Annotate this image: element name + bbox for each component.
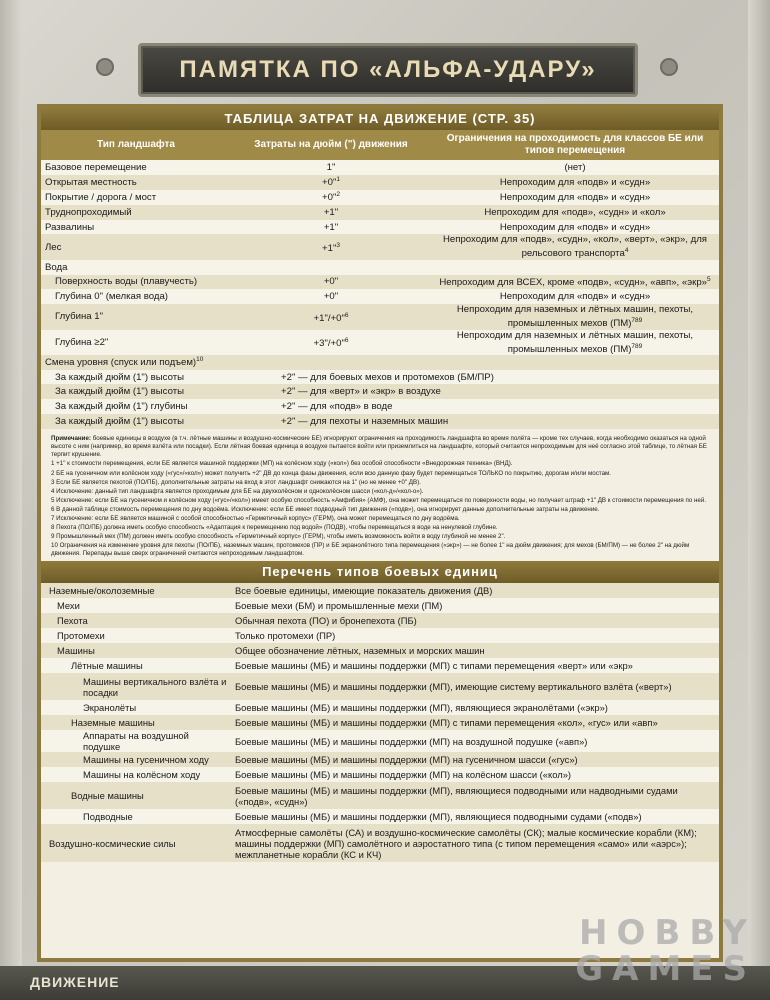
cost-cell: +2" — для пехоты и наземных машин <box>231 414 719 429</box>
table-row <box>41 384 719 399</box>
note-item: 7 Исключение: если БЕ является машиной с особой способностью «Герметичный корпус» (ГЕРМ), она может перемещаться по дну водоёма. <box>51 514 460 522</box>
terrain-cell: Открытая местность <box>41 175 231 190</box>
table-row <box>41 234 719 259</box>
cost-cell: +0" <box>231 289 431 304</box>
unit-type-cell: Экранолёты <box>41 700 231 715</box>
unit-type-cell: Пехота <box>41 613 231 628</box>
terrain-cell: Глубина ≥2" <box>41 330 231 355</box>
footnote-ref: 6 <box>344 337 349 344</box>
footer-section-label: ДВИЖЕНИЕ <box>30 974 120 990</box>
terrain-cell: За каждый дюйм (1") глубины <box>41 399 231 414</box>
unit-desc-cell: Обычная пехота (ПО) и бронепехота (ПБ) <box>231 613 719 628</box>
terrain-cell: За каждый дюйм (1") высоты <box>41 370 231 385</box>
cost-cell: +2" — для «верт» и «экр» в воздухе <box>231 384 719 399</box>
note-item: 8 Пехота (ПО/ПБ) должна иметь особую способность «Адаптация к перемещению под водой» (ПОДВ), чтобы перемещаться в воде на ненулевой глубине. <box>51 524 498 532</box>
table-row <box>41 643 719 658</box>
table-row <box>41 205 719 220</box>
unit-type-cell: Наземные/околоземные <box>41 583 231 598</box>
table-row <box>41 824 719 862</box>
cost-cell: +3"/+0"$^6$ <box>231 330 431 355</box>
hobby-games-watermark: HOBBY GAMES <box>575 913 756 989</box>
note-item: 1 +1" к стоимости перемещения, если БЕ является машиной поддержки (МП) на колёсном ходу («кол») без особой способности «Внедорожная техника» (ВНД). <box>51 460 513 468</box>
unit-desc-cell: Общее обозначение лётных, наземных и морских машин <box>231 643 719 658</box>
unit-desc-cell: Боевые машины (МБ) и машины поддержки (МП), являющиеся экранолётами («экр») <box>231 700 719 715</box>
terrain-cell: Развалины <box>41 220 231 235</box>
table-row <box>41 275 719 290</box>
restriction-cell <box>431 355 719 370</box>
note-item: 9 Промышленный мех (ПМ) должен иметь особую способность «Герметичный корпус» (ГЕРМ), чтобы иметь возможность войти в воду глубиной не менее 2". <box>51 533 506 541</box>
footnote-ref: 7 <box>631 342 636 350</box>
unit-type-cell: Машины вертикального взлёта и посадки <box>41 673 231 700</box>
frame-right <box>748 0 770 1000</box>
terrain-cell: Покрытие / дорога / мост <box>41 190 231 205</box>
units-table-title: Перечень типов боевых единиц <box>41 561 719 583</box>
cost-cell: +1"$^3$ <box>231 234 431 259</box>
note-item: 3 Если БЕ является пехотой (ПО/ПБ), дополнительные затраты на вход в этот ландшафт снижаются на 1" (но не менее +0" ДВ). <box>51 478 421 486</box>
footnote-ref: 1 <box>336 176 340 184</box>
table-row <box>41 175 719 190</box>
table-row <box>41 628 719 643</box>
footnote-ref: 4 <box>624 247 629 255</box>
unit-type-cell: Машины <box>41 643 231 658</box>
unit-type-cell: Протомехи <box>41 628 231 643</box>
cost-cell: +0"$^1$ <box>231 175 431 190</box>
unit-type-cell: Водные машины <box>41 782 231 809</box>
footnote-ref: 5 <box>707 275 711 283</box>
footnote-ref: 2 <box>336 191 340 199</box>
note-item: 2 БЕ на гусеничном или колёсном ходу («гус»/«кол») может получить +2" ДВ до конца фазы движения, если всю данную фазу будет перемещаться ТОЛЬКО по покрытию, дорогам и/или мостам. <box>51 469 611 477</box>
terrain-cell: Базовое перемещение <box>41 160 231 175</box>
footnote-ref: 8 <box>635 342 639 350</box>
note-item: 4 Исключение: данный тип ландшафта является проходимым для БЕ на двухколёсном и одноколёсном шасси («кол-д»/«кол-о»). <box>51 487 424 495</box>
table-row <box>41 809 719 824</box>
restriction-cell: Непроходим для ВСЕХ, кроме «подв», «судн», «авп», «экр»$^5$ <box>431 275 719 290</box>
table-row <box>41 160 719 175</box>
terrain-cell: Лес <box>41 234 231 259</box>
page-title: ПАМЯТКА ПО «АЛЬФА-УДАРУ» <box>179 56 597 83</box>
table-row <box>41 370 719 385</box>
unit-desc-cell: Боевые машины (МБ) и машины поддержки (МП) на колёсном шасси («кол») <box>231 767 719 782</box>
restriction-cell: Непроходим для «подв», «судн», «кол», «верт», «экр», для рельсового транспорта$^4$ <box>431 234 719 259</box>
table-row <box>41 673 719 700</box>
footnote-ref: 10 <box>196 356 204 364</box>
unit-desc-cell: Боевые машины (МБ) и машины поддержки (МП), являющиеся подводными судами («подв») <box>231 809 719 824</box>
frame-left <box>0 0 22 1000</box>
terrain-cell: Поверхность воды (плавучесть) <box>41 275 231 290</box>
table-row <box>41 260 719 275</box>
unit-type-cell: Подводные <box>41 809 231 824</box>
movement-table-title: ТАБЛИЦА ЗАТРАТ НА ДВИЖЕНИЕ (СТР. 35) <box>41 108 719 130</box>
terrain-cell: Глубина 1" <box>41 304 231 329</box>
table-row <box>41 330 719 355</box>
unit-type-cell: Воздушно-космические силы <box>41 824 231 862</box>
unit-type-cell: Наземные машины <box>41 715 231 730</box>
footnote-ref: 9 <box>638 317 643 325</box>
footnote-ref: 7 <box>631 317 636 325</box>
bolt-icon <box>96 58 114 76</box>
bolt-icon <box>660 58 678 76</box>
unit-desc-cell: Боевые машины (МБ) и машины поддержки (МП), имеющие систему вертикального взлёта («верт») <box>231 673 719 700</box>
table-row <box>41 715 719 730</box>
cost-cell: +1" <box>231 205 431 220</box>
restriction-cell: Непроходим для «подв» и «судн» <box>431 175 719 190</box>
cost-cell: +0" <box>231 275 431 290</box>
notes <box>41 429 719 561</box>
note-item: 5 Исключение: если БЕ на гусеничном и колёсном ходу («гус»/«кол») имеет особую способность «Амфибия» (АМФ), она может перемещаться по поверхности воды, но получает штраф +1" ДВ к стоимости перемещения по ней. <box>51 496 707 504</box>
unit-desc-cell: Боевые машины (МБ) и машины поддержки (МП) с типами перемещения «кол», «гус» или «авп» <box>231 715 719 730</box>
note-item: 6 В данной таблице стоимость перемещения по дну водоёма. Исключение: если БЕ имеет подводный тип движения («подв»), она игнорирует данные дополнительные затраты на движение. <box>51 505 600 513</box>
restriction-cell <box>431 260 719 275</box>
cost-cell: +1"/+0"$^6$ <box>231 304 431 329</box>
unit-desc-cell: Боевые машины (МБ) и машины поддержки (МП) на гусеничном шасси («гус») <box>231 752 719 767</box>
unit-type-cell: Мехи <box>41 598 231 613</box>
table-row <box>41 289 719 304</box>
cost-cell: +2" — для боевых мехов и протомехов (БМ/ПР) <box>231 370 719 385</box>
table-row <box>41 414 719 429</box>
restriction-cell: Непроходим для «подв» и «судн» <box>431 220 719 235</box>
terrain-cell: Труднопроходимый <box>41 205 231 220</box>
terrain-cell: Вода <box>41 260 231 275</box>
cost-cell <box>231 260 431 275</box>
unit-type-cell: Машины на колёсном ходу <box>41 767 231 782</box>
table-row <box>41 304 719 329</box>
table-row <box>41 190 719 205</box>
title-bar <box>138 43 638 97</box>
unit-type-cell: Аппараты на воздушной подушке <box>41 730 231 752</box>
unit-desc-cell: Боевые машины (МБ) и машины поддержки (МП) на воздушной подушке («авп») <box>231 730 719 752</box>
table-row <box>41 399 719 414</box>
unit-desc-cell: Атмосферные самолёты (СА) и воздушно-космические самолёты (СК); малые космические корабли (КМ); машины поддержки (МП) самолётного и аэростатного типа (с типом перемещения «само» или «аэрс»); межпланетные корабли (КС и КЧ) <box>231 824 719 862</box>
table-header-row <box>41 130 719 160</box>
restriction-cell: Непроходим для «подв» и «судн» <box>431 289 719 304</box>
content-panel <box>37 104 723 962</box>
column-header: Ограничения на проходимость для классов БЕ или типов перемещения <box>431 130 719 160</box>
restriction-cell: Непроходим для «подв» и «судн» <box>431 190 719 205</box>
unit-type-cell: Машины на гусеничном ходу <box>41 752 231 767</box>
footnote-ref: 9 <box>638 342 643 350</box>
movement-cost-table <box>41 130 719 429</box>
note-item: 10 Ограничения на изменение уровня для пехоты (ПО/ПБ), наземных машин, протомехов (ПР) и БЕ экранолётного типа перемещения («экр») — не более 1" на дюйм движения; для мехов (БМ/ПМ) — не более 2" на дюйм движения. Перепады выше сверх ограничений считаются непроходимым ландшафтом. <box>51 542 690 558</box>
footnote-ref: 6 <box>344 311 349 319</box>
footnote-ref: 3 <box>336 241 340 249</box>
cost-cell: +2" — для «подв» в воде <box>231 399 719 414</box>
unit-desc-cell: Только протомехи (ПР) <box>231 628 719 643</box>
unit-desc-cell: Боевые мехи (БМ) и промышленные мехи (ПМ) <box>231 598 719 613</box>
column-header: Тип ландшафта <box>41 130 231 160</box>
table-row <box>41 782 719 809</box>
terrain-cell: За каждый дюйм (1") высоты <box>41 414 231 429</box>
unit-type-cell: Лётные машины <box>41 658 231 673</box>
terrain-cell: Смена уровня (спуск или подъем)$^{10}$ <box>41 355 231 370</box>
table-row <box>41 220 719 235</box>
restriction-cell: (нет) <box>431 160 719 175</box>
unit-desc-cell: Боевые машины (МБ) и машины поддержки (МП) с типами перемещения «верт» или «экр» <box>231 658 719 673</box>
table-row <box>41 613 719 628</box>
table-row <box>41 658 719 673</box>
table-row <box>41 598 719 613</box>
notes-main: боевые единицы в воздухе (в т.ч. лётные машины и воздушно-космические БЕ) игнорируют ограничения на проходимость ландшафта во время полёта — кроме тех случаев, когда необходимо оказаться на одной высоте с ним (например, во время взлёта или посадки). Если лётная боевая единица в воздухе пытается войти или приземлиться на ландшафте, который считается непроходимым для неё согласно этой таблице, то лётная БЕ терпит крушение. <box>51 435 707 459</box>
terrain-cell: Глубина 0" (мелкая вода) <box>41 289 231 304</box>
cost-cell <box>231 355 431 370</box>
unit-desc-cell: Боевые машины (МБ) и машины поддержки (МП), являющиеся подводными или надводными судами («подв», «судн») <box>231 782 719 809</box>
unit-types-table <box>41 583 719 862</box>
table-row <box>41 752 719 767</box>
table-row <box>41 355 719 370</box>
table-row <box>41 767 719 782</box>
restriction-cell: Непроходим для наземных и лётных машин, пехоты, промышленных мехов (ПМ)$^{789}$ <box>431 304 719 329</box>
restriction-cell: Непроходим для «подв», «судн» и «кол» <box>431 205 719 220</box>
cost-cell: +1" <box>231 220 431 235</box>
cost-cell: +0"$^2$ <box>231 190 431 205</box>
unit-desc-cell: Все боевые единицы, имеющие показатель движения (ДВ) <box>231 583 719 598</box>
column-header: Затраты на дюйм (") движения <box>231 130 431 160</box>
table-row <box>41 730 719 752</box>
footnote-ref: 8 <box>635 317 639 325</box>
table-row <box>41 583 719 598</box>
table-row <box>41 700 719 715</box>
restriction-cell: Непроходим для наземных и лётных машин, пехоты, промышленных мехов (ПМ)$^{789}$ <box>431 330 719 355</box>
cost-cell: 1" <box>231 160 431 175</box>
notes-label: Примечание: <box>51 435 91 443</box>
terrain-cell: За каждый дюйм (1") высоты <box>41 384 231 399</box>
